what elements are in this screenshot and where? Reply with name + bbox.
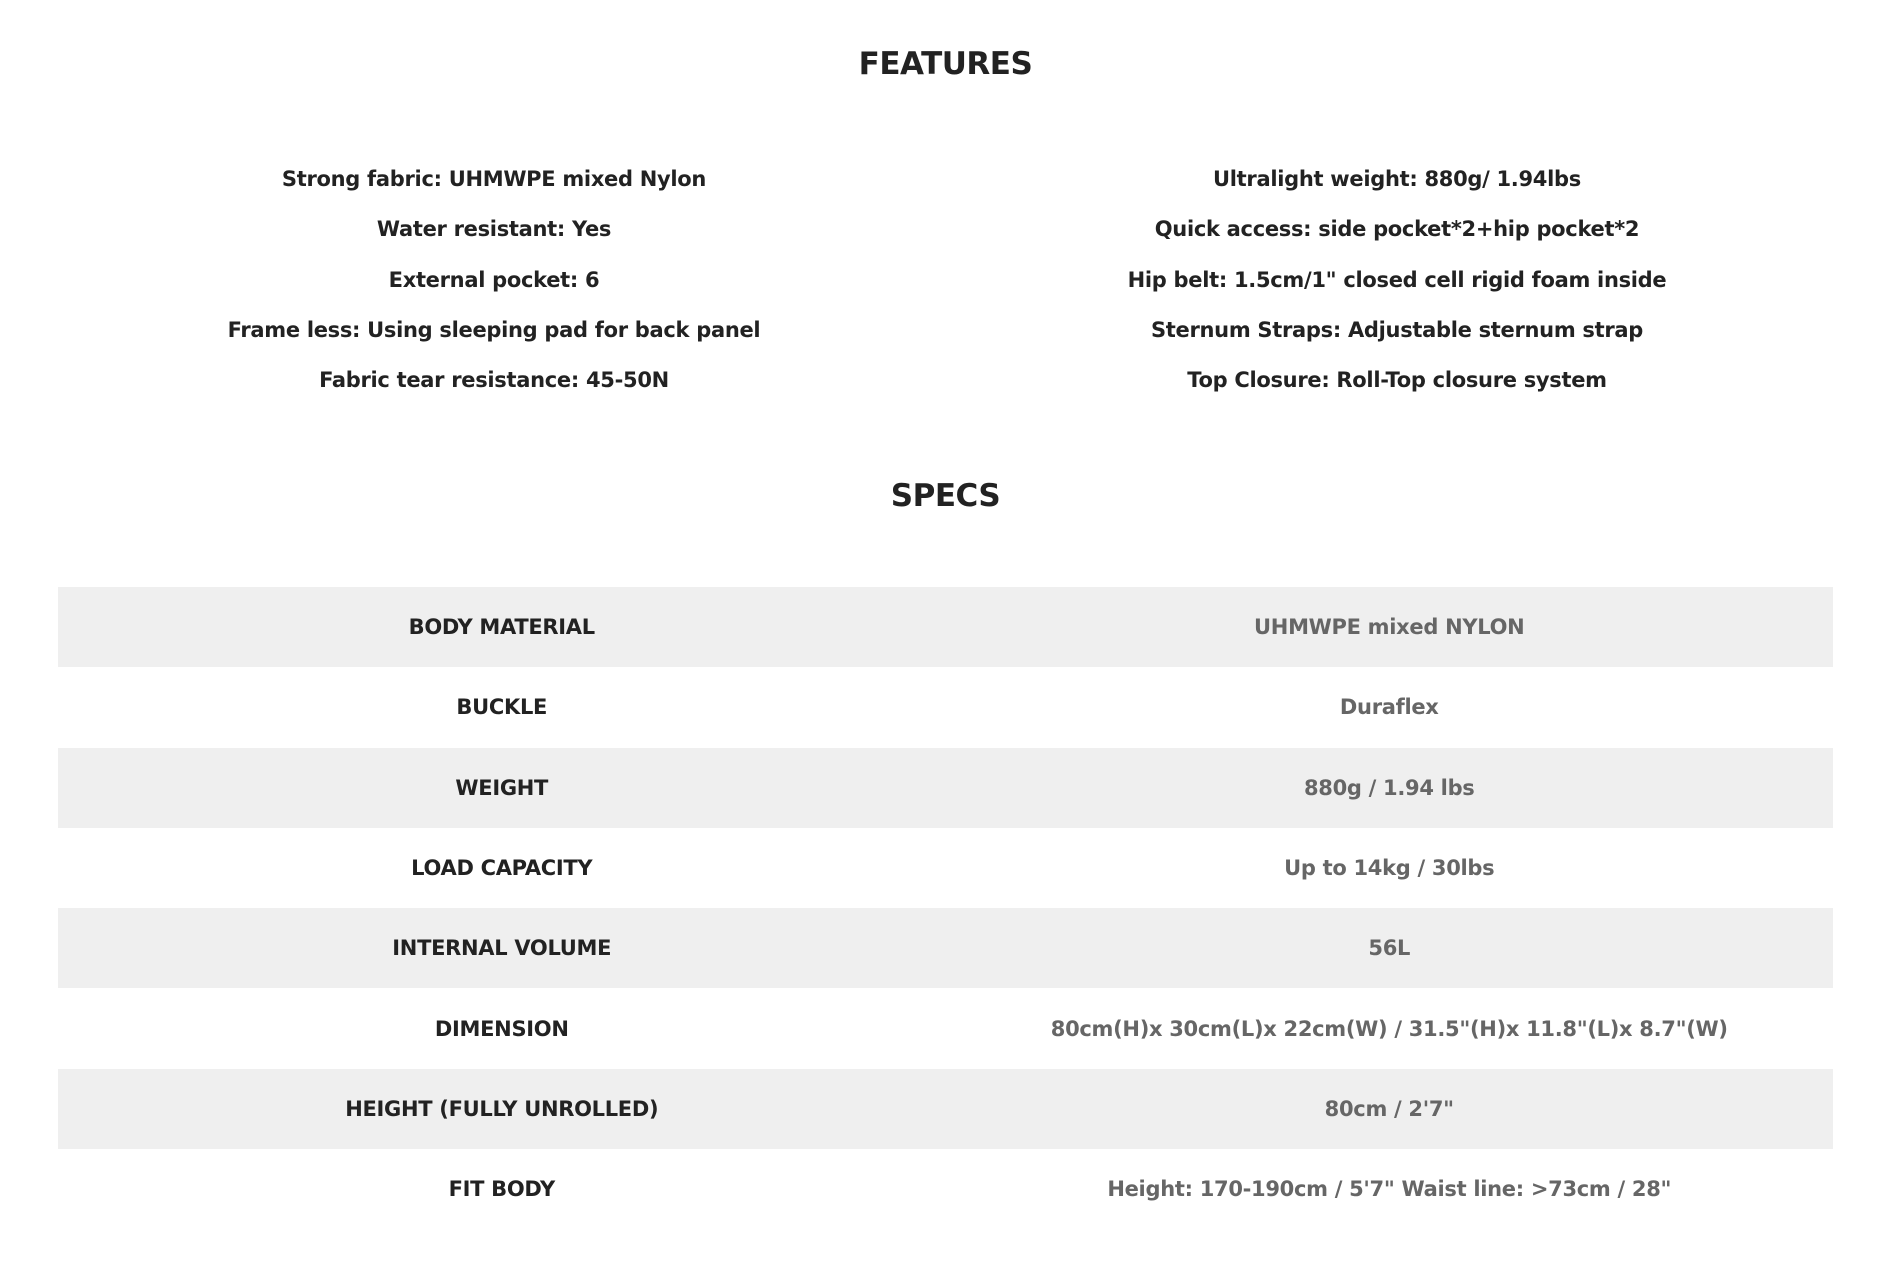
- specs-table: [58, 587, 1833, 1229]
- table-row: [58, 587, 1833, 667]
- feature-item: External pocket: 6: [388, 267, 600, 292]
- spec-value: 80cm / 2'7": [1324, 1096, 1454, 1121]
- spec-value: Height: 170-190cm / 5'7" Waist line: >73cm / 28": [1107, 1177, 1672, 1202]
- features-list-left: [144, 160, 844, 411]
- feature-item: Hip belt: 1.5cm/1" closed cell rigid foam inside: [1127, 267, 1667, 292]
- spec-label: INTERNAL VOLUME: [392, 936, 612, 961]
- spec-label: WEIGHT: [455, 775, 549, 800]
- feature-item: Water resistant: Yes: [376, 217, 612, 242]
- table-row: [58, 988, 1833, 1068]
- spec-value: 56L: [1368, 936, 1411, 961]
- table-row: [58, 748, 1833, 828]
- table-row: [58, 908, 1833, 988]
- table-row: [58, 667, 1833, 747]
- spec-label: DIMENSION: [434, 1016, 569, 1041]
- feature-item: Top Closure: Roll-Top closure system: [1187, 368, 1607, 393]
- feature-item: Quick access: side pocket*2+hip pocket*2: [1154, 217, 1640, 242]
- spec-label: LOAD CAPACITY: [411, 856, 593, 881]
- spec-label: HEIGHT (FULLY UNROLLED): [345, 1096, 659, 1121]
- feature-item: Ultralight weight: 880g/ 1.94lbs: [1213, 167, 1581, 191]
- table-row: [58, 1149, 1833, 1229]
- features-heading: FEATURES: [858, 46, 1033, 82]
- table-row: [58, 1069, 1833, 1149]
- spec-value: Up to 14kg / 30lbs: [1284, 856, 1495, 881]
- spec-value: Duraflex: [1339, 695, 1439, 720]
- spec-label: BODY MATERIAL: [408, 615, 595, 640]
- spec-label: FIT BODY: [448, 1177, 555, 1202]
- feature-item: Sternum Straps: Adjustable sternum strap: [1150, 317, 1644, 342]
- feature-item: Strong fabric: UHMWPE mixed Nylon: [281, 167, 707, 191]
- table-row: [58, 828, 1833, 908]
- feature-item: Frame less: Using sleeping pad for back panel: [227, 317, 761, 342]
- spec-value: 80cm(H)x 30cm(L)x 22cm(W) / 31.5"(H)x 11.8"(L)x 8.7"(W): [1050, 1016, 1728, 1041]
- specs-heading: SPECS: [890, 478, 1001, 514]
- feature-item: Fabric tear resistance: 45-50N: [319, 368, 669, 393]
- features-list-right: [1047, 160, 1747, 411]
- spec-value: UHMWPE mixed NYLON: [1254, 615, 1525, 640]
- spec-label: BUCKLE: [456, 695, 548, 720]
- spec-value: 880g / 1.94 lbs: [1303, 775, 1475, 800]
